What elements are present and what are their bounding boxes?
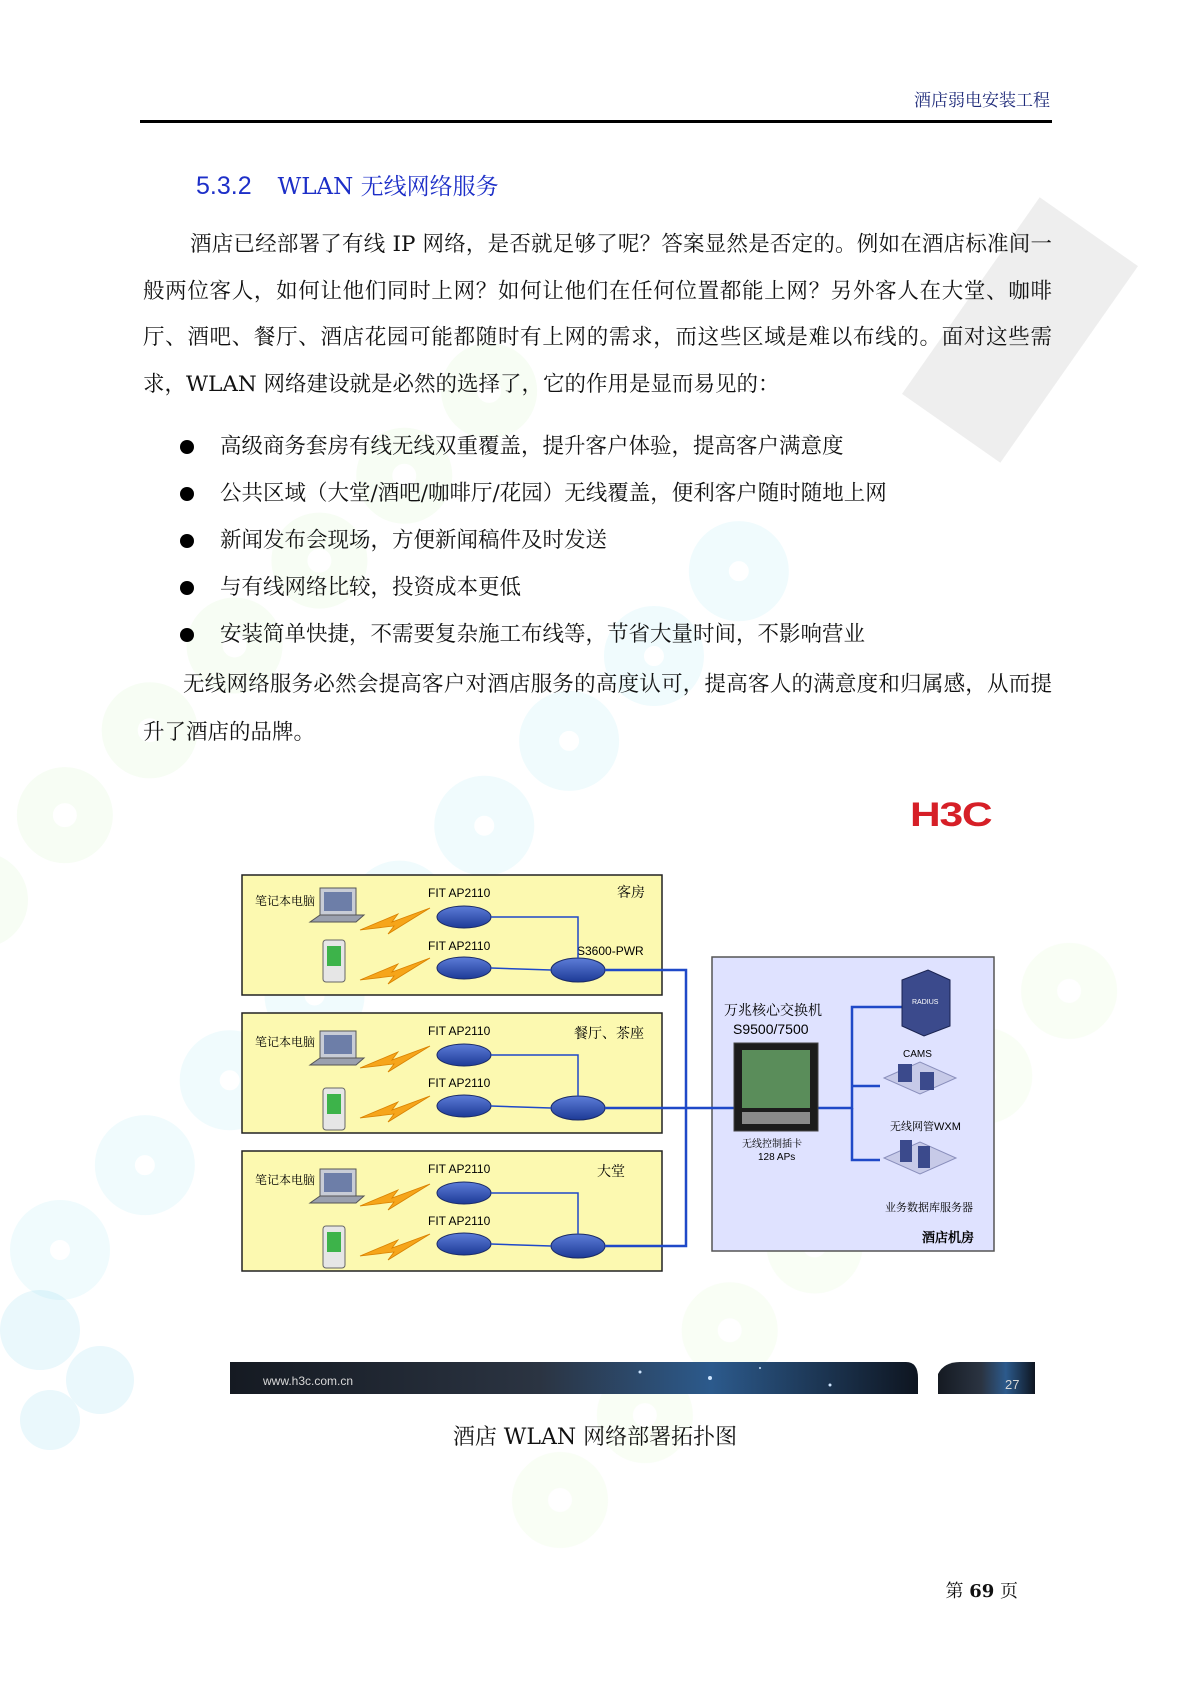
room-label: 酒店机房 (922, 1230, 975, 1245)
section-title: WLAN 无线网络服务 (277, 174, 499, 200)
core-title: 万兆核心交换机 (724, 1002, 822, 1018)
list-item: 安装简单快捷，不需要复杂施工布线等，节省大量时间，不影响营业 (180, 611, 887, 658)
ap-label: FIT AP2110 (428, 886, 491, 900)
list-item: 公共区域（大堂/酒吧/咖啡厅/花园）无线覆盖，便利客户随时随地上网 (180, 470, 887, 517)
pda-icon (323, 1226, 345, 1268)
list-item: 与有线网络比较，投资成本更低 (180, 564, 887, 611)
zone-label: 餐厅、茶座 (574, 1025, 644, 1041)
access-point-icon (437, 1233, 491, 1255)
wxm-label: 无线网管WXM (890, 1121, 961, 1133)
ap-label: FIT AP2110 (428, 1024, 491, 1038)
core-model: S9500/7500 (733, 1021, 809, 1037)
conclusion-paragraph: 无线网络服务必然会提高客户对酒店服务的高度认可，提高客人的满意度和归属感，从而提升了酒店的品牌。 (143, 672, 1052, 745)
banner-page: 27 (1005, 1377, 1020, 1392)
switch-icon (551, 1096, 605, 1120)
ap-label: FIT AP2110 (428, 939, 491, 953)
banner-url: www.h3c.com.cn (263, 1374, 354, 1388)
ap-label: FIT AP2110 (428, 1162, 491, 1176)
card-capacity: 128 APs (758, 1152, 796, 1163)
figure-caption: 酒店 WLAN 网络部署拓扑图 (452, 1425, 738, 1450)
access-point-icon (437, 1044, 491, 1066)
ap-label: FIT AP2110 (428, 1214, 491, 1228)
access-point-icon (437, 957, 491, 979)
laptop-label: 笔记本电脑 (255, 1035, 316, 1049)
zone-label: 客房 (617, 884, 645, 900)
switch-icon (551, 958, 605, 982)
ap-label: FIT AP2110 (428, 1076, 491, 1090)
h3c-logo: H3C (910, 796, 992, 834)
radius-server-icon (902, 970, 950, 1036)
access-point-icon (437, 906, 491, 928)
laptop-label: 笔记本电脑 (255, 1173, 316, 1187)
card-label: 无线控制插卡 (742, 1139, 802, 1150)
intro-paragraph: 酒店已经部署了有线 IP 网络，是否就足够了呢？答案显然是否定的。例如在酒店标准间一般两位客人，如何让他们同时上网？如何让他们在任何位置都能上网？另外客人在大堂、咖啡厅、酒吧、餐厅、酒店花园可能都随时有上网的需求，而这些区域是难以布线的。面对这些需求，WLAN 网络建设就是必然的选择了，它的作用是显而易见的： (143, 232, 1052, 397)
access-point-icon (437, 1095, 491, 1117)
list-item: 新闻发布会现场，方便新闻稿件及时发送 (180, 517, 887, 564)
db-label: 业务数据库服务器 (885, 1202, 973, 1214)
pda-icon (323, 1088, 345, 1130)
list-item: 高级商务套房有线无线双重覆盖，提升客户体验，提高客户满意度 (180, 423, 887, 470)
cams-label: CAMS (903, 1049, 932, 1060)
switch-label: S3600-PWR (577, 944, 644, 958)
access-point-icon (437, 1182, 491, 1204)
page-number: 第 69 页 (945, 1581, 1018, 1602)
running-header: 酒店弱电安装工程 (914, 91, 1050, 111)
zone-label: 大堂 (597, 1163, 625, 1179)
pda-icon (323, 940, 345, 982)
section-number: 5.3.2 (196, 172, 252, 200)
laptop-label: 笔记本电脑 (255, 894, 316, 908)
svg-text:RADIUS: RADIUS (912, 999, 939, 1006)
core-switch-icon (734, 1043, 818, 1131)
switch-icon (551, 1234, 605, 1258)
